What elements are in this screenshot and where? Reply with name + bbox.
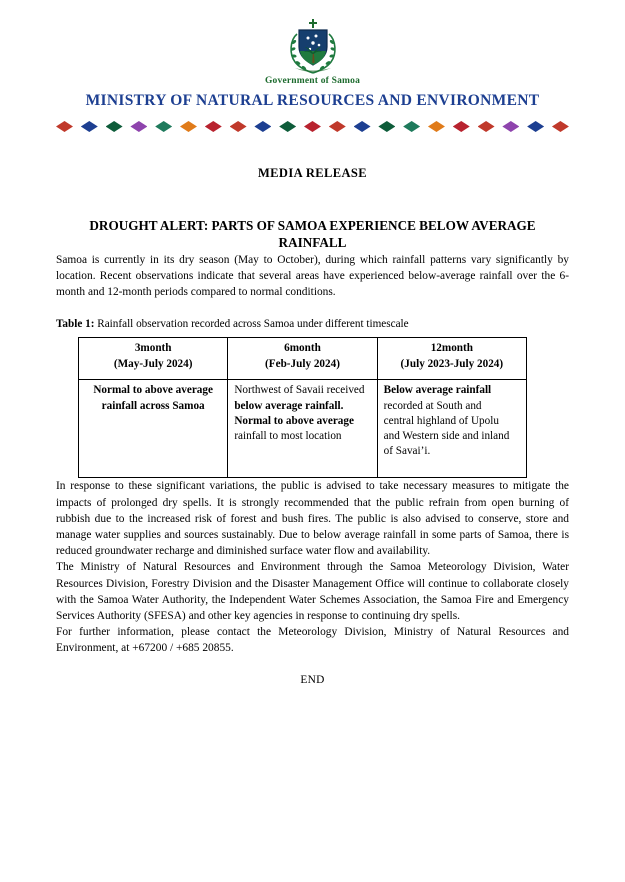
table-header-12month	[377, 338, 526, 380]
cell-line: central highland of Upolu	[383, 414, 499, 427]
cell-line: and Western side and inland	[383, 430, 510, 443]
table-caption	[56, 318, 569, 330]
header-range: (Feb-July 2024)	[265, 357, 340, 370]
cell-line: below average rainfall.	[234, 399, 344, 412]
page-title: DROUGHT ALERT: PARTS OF SAMOA EXPERIENCE BELOW AVERAGE RAINFALL	[89, 218, 536, 251]
divider-diamond-3	[130, 121, 147, 132]
divider-diamond-16	[453, 121, 470, 132]
media-release-label: MEDIA RELEASE	[257, 166, 368, 180]
cell-3month-observation	[79, 380, 228, 478]
table-row	[79, 380, 527, 478]
header-range: (July 2023-July 2024)	[400, 357, 504, 370]
government-label: Government of Samoa	[264, 76, 361, 86]
divider-diamond-0	[56, 121, 73, 132]
divider-diamond-19	[527, 121, 544, 132]
cell-line: rainfall across Samoa	[101, 399, 205, 412]
table-header-6month	[228, 338, 377, 380]
cell-line: of Savai’i.	[383, 445, 431, 458]
header-range: (May-July 2024)	[113, 357, 193, 370]
end-label: END	[300, 674, 325, 687]
header-period: 6month	[284, 342, 321, 355]
divider-diamond-15	[428, 121, 445, 132]
cell-6month-observation	[228, 380, 377, 478]
collaboration-paragraph: The Ministry of Natural Resources and Environment through the Samoa Meteorology Division, Water Resources Division, Forestry Division and the Disaster Management Office will continue to collaborate closely with the Samoa Water Authority, the Independent Water Schemes Association, the Samoa Fire and Emergency Services Authority (SFESA) and other key agencies in response to continuing dry spells.	[56, 561, 569, 622]
intro-paragraph: Samoa is currently in its dry season (May to October), during which rainfall patterns vary significantly by location. Recent observations indicate that several areas have experienced below-average rainfall over the 6-month and 12-month periods compared to normal conditions.	[56, 253, 569, 299]
response-paragraph: In response to these significant variations, the public is advised to take necessary measures to mitigate the impacts of prolonged dry spells. It is strongly recommended that the public refrain from open burning of rubbish due to the increased risk of forest and bush fires. The public is also advised to conserve, store and manage water supplies and sources sustainably. Due to below average rainfall in some parts of Samoa, there is reduced groundwater recharge and diminished surface water flow and availability.	[56, 480, 569, 558]
cell-line: Below average rainfall	[383, 384, 492, 397]
divider-diamond-1	[81, 121, 98, 132]
cell-line: rainfall to most location	[234, 430, 342, 443]
ministry-title: MINISTRY OF NATURAL RESOURCES AND ENVIRONMENT	[85, 92, 540, 109]
cell-line: Normal to above average	[93, 384, 213, 397]
divider-diamond-2	[106, 121, 123, 132]
divider-diamond-8	[254, 121, 271, 132]
divider-diamond-10	[304, 121, 321, 132]
divider-diamond-6	[205, 121, 222, 132]
divider-diamond-7	[230, 121, 247, 132]
cell-line: Normal to above average	[234, 414, 354, 427]
contact-paragraph: For further information, please contact the Meteorology Division, Ministry of Natural Resources and Environment, at +67200 / +685 20855.	[56, 626, 569, 655]
rainfall-observation-table	[78, 337, 527, 478]
divider-diamond-11	[329, 121, 346, 132]
table-caption-label: Table 1:	[56, 318, 95, 331]
divider-diamond-12	[354, 121, 371, 132]
decorative-diamond-divider	[56, 119, 569, 134]
cell-line: recorded at South and	[383, 399, 482, 412]
divider-diamond-17	[478, 121, 495, 132]
divider-diamond-14	[403, 121, 420, 132]
document-header	[56, 18, 569, 134]
cell-line: Northwest of Savaii received	[234, 384, 365, 397]
divider-diamond-18	[502, 121, 519, 132]
divider-diamond-20	[552, 121, 569, 132]
header-period: 3month	[134, 342, 172, 355]
divider-diamond-5	[180, 121, 197, 132]
header-period: 12month	[430, 342, 473, 355]
divider-diamond-9	[279, 121, 296, 132]
divider-diamond-13	[378, 121, 395, 132]
cell-12month-observation	[377, 380, 526, 478]
table-header-row	[79, 338, 527, 380]
divider-diamond-4	[155, 121, 172, 132]
table-caption-text: Rainfall observation recorded across Samoa under different timescale	[94, 318, 409, 331]
samoa-coat-of-arms-icon	[283, 18, 343, 74]
table-header-3month	[79, 338, 228, 380]
